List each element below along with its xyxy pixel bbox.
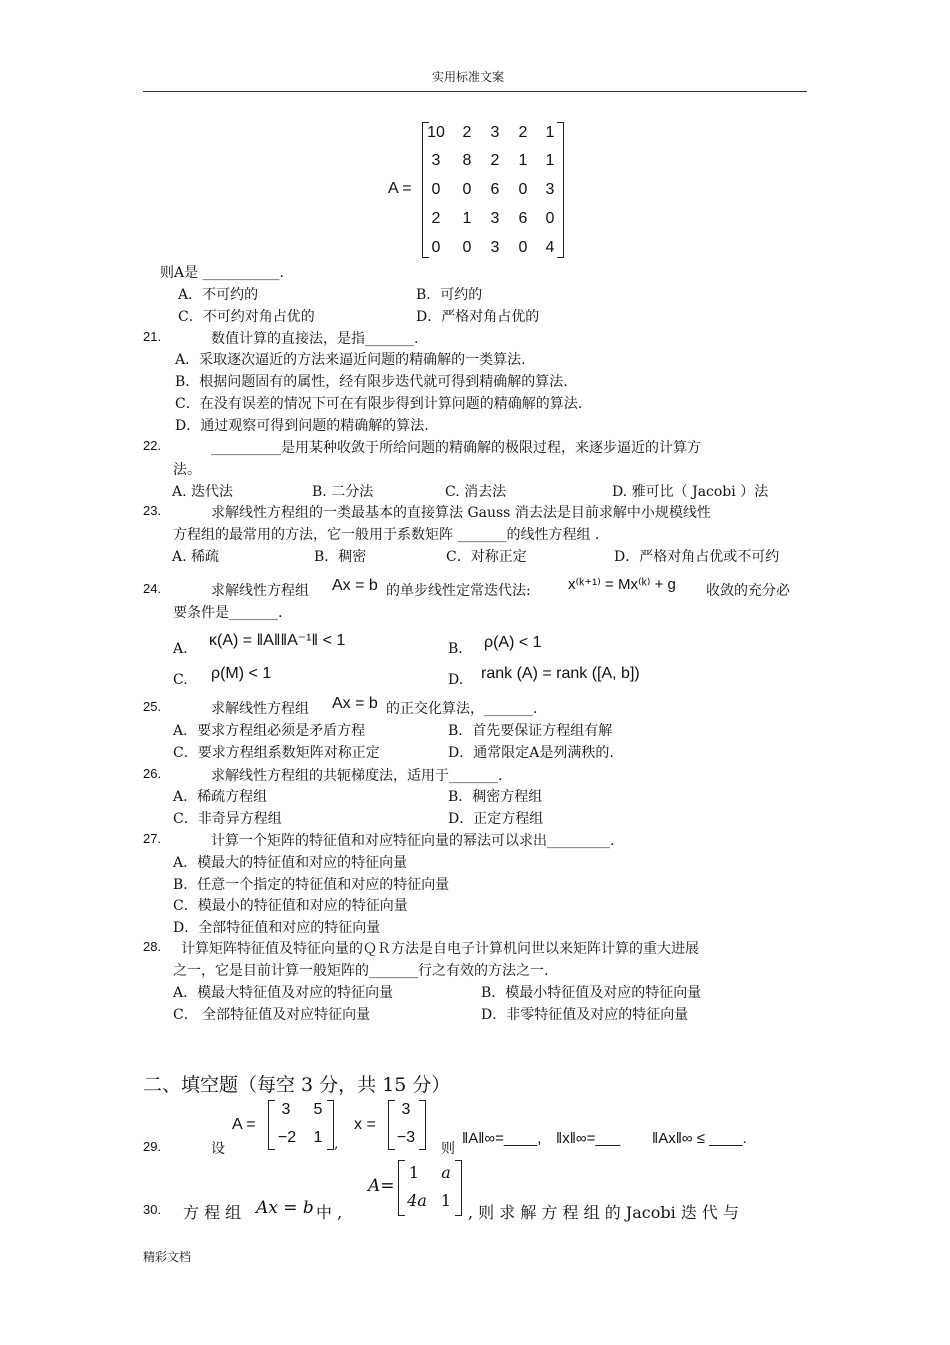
q25-option-c: C．要求方程组系数矩阵对称正定 bbox=[173, 745, 380, 761]
q21-option-b: B．根据问题固有的属性，经有限步迭代就可得到精确解的算法. bbox=[175, 374, 568, 390]
q24-stem-cont: 要条件是_______. bbox=[173, 605, 283, 621]
q29-a21: −2 bbox=[277, 1129, 297, 1146]
q24-option-c-label: C. bbox=[173, 672, 188, 688]
matrix-cell: 0 bbox=[518, 239, 528, 256]
matrix-cell: 3 bbox=[545, 181, 555, 198]
matrix-cell: 4 bbox=[545, 239, 555, 256]
q29-lead: 设 bbox=[211, 1141, 225, 1157]
q25-option-b: B．首先要保证方程组有解 bbox=[448, 723, 613, 739]
q25-option-d: D．通常限定A是列满秩的. bbox=[448, 745, 614, 761]
q30-matrix-label: A= bbox=[368, 1176, 395, 1196]
q28-number: 28. bbox=[143, 939, 162, 954]
q29-number: 29. bbox=[143, 1139, 162, 1154]
matrix-cell: 10 bbox=[427, 124, 445, 141]
q23-option-c: C．对称正定 bbox=[446, 549, 527, 565]
q29-x1: 3 bbox=[401, 1101, 411, 1118]
matrix-cell: 6 bbox=[518, 210, 528, 227]
q27-option-d: D．全部特征值和对应的特征向量 bbox=[173, 920, 381, 936]
page-header: 实用标准文案 bbox=[432, 70, 505, 84]
q24-option-a: κ(A) = ‖A‖‖A⁻¹‖ < 1 bbox=[209, 632, 346, 649]
matrix-cell: 2 bbox=[490, 152, 500, 169]
q24-option-d: rank (A) = rank ([A, b]) bbox=[481, 665, 640, 682]
matrix-cell: 8 bbox=[462, 152, 472, 169]
q28-stem: 计算矩阵特征值及特征向量的ＱＲ方法是自电子计算机问世以来矩阵计算的重大进展 bbox=[181, 941, 699, 957]
q25-option-a: A．要求方程组必须是矛盾方程 bbox=[173, 723, 366, 739]
page-footer: 精彩文档 bbox=[143, 1250, 192, 1264]
q22-number: 22. bbox=[143, 438, 162, 453]
q30-a12: a bbox=[441, 1163, 451, 1182]
q24-option-b: ρ(A) < 1 bbox=[484, 634, 542, 651]
matrix-cell: 0 bbox=[462, 239, 472, 256]
q26-number: 26. bbox=[143, 766, 162, 781]
q29-blank-2: ‖x‖∞=___ bbox=[556, 1130, 621, 1147]
q23-option-a: A. 稀疏 bbox=[172, 549, 220, 565]
q29-matrix-label: A = bbox=[232, 1116, 256, 1133]
q20-option-b: B．可约的 bbox=[416, 287, 483, 303]
q30-text-a: 方 程 组 bbox=[183, 1203, 242, 1222]
q23-number: 23. bbox=[143, 503, 162, 518]
q22-stem: __________是用某种收敛于所给问题的精确解的极限过程，来逐步逼近的计算方 bbox=[211, 440, 701, 456]
q30-equation: Ax = b bbox=[256, 1198, 314, 1218]
q25-stem-b: 的正交化算法，_______. bbox=[386, 701, 538, 717]
q24-option-a-label: A. bbox=[173, 641, 188, 657]
q25-number: 25. bbox=[143, 699, 162, 714]
q28-option-b: B．模最小特征值及对应的特征向量 bbox=[481, 985, 702, 1001]
q25-stem-a: 求解线性方程组 bbox=[211, 701, 309, 717]
matrix-cell: 2 bbox=[431, 210, 441, 227]
q23-stem: 求解线性方程组的一类最基本的直接算法 Gauss 消去法是目前求解中小规模线性 bbox=[211, 505, 711, 521]
q27-option-c: C．模最小的特征值和对应的特征向量 bbox=[173, 898, 408, 914]
q29-blank-3: ‖Ax‖∞ ≤ ____. bbox=[652, 1130, 747, 1147]
q30-text-c: , 则 求 解 方 程 组 的 Jacobi 迭 代 与 bbox=[468, 1203, 739, 1222]
q24-iteration: x⁽ᵏ⁺¹⁾ = Mx⁽ᵏ⁾ + g bbox=[568, 576, 676, 593]
q30-text-b: 中 , bbox=[316, 1203, 343, 1222]
matrix-cell: 3 bbox=[490, 124, 500, 141]
q24-option-c: ρ(M) < 1 bbox=[211, 665, 272, 682]
matrix-cell: 2 bbox=[518, 124, 528, 141]
q26-option-b: B．稠密方程组 bbox=[448, 789, 543, 805]
matrix-label: A = bbox=[388, 180, 412, 197]
q24-stem-c: 收敛的充分必 bbox=[706, 583, 790, 599]
q22-option-c: C. 消去法 bbox=[445, 484, 507, 500]
q27-number: 27. bbox=[143, 831, 162, 846]
q26-option-d: D．正定方程组 bbox=[448, 811, 544, 827]
matrix-cell: 0 bbox=[462, 181, 472, 198]
matrix-cell: 3 bbox=[431, 152, 441, 169]
q23-stem-cont: 方程组的最常用的方法，它一般用于系数矩阵 _______的线性方程组 . bbox=[173, 527, 600, 543]
q26-option-a: A．稀疏方程组 bbox=[173, 789, 268, 805]
q22-option-a: A. 迭代法 bbox=[172, 484, 234, 500]
q21-stem: 数值计算的直接法，是指_______. bbox=[211, 331, 419, 347]
q29-a12: 5 bbox=[313, 1101, 323, 1118]
q23-option-b: B．稠密 bbox=[314, 549, 367, 565]
q20-option-c: C．不可约对角占优的 bbox=[178, 309, 315, 325]
q24-option-d-label: D. bbox=[448, 672, 464, 688]
matrix-cell: 2 bbox=[462, 124, 472, 141]
q20-option-d: D．严格对角占优的 bbox=[416, 309, 540, 325]
matrix-cell: 1 bbox=[462, 210, 472, 227]
matrix-cell: 0 bbox=[545, 210, 555, 227]
q30-a22: 1 bbox=[440, 1191, 452, 1210]
q23-option-d: D．严格对角占优或不可约 bbox=[614, 549, 780, 565]
q28-option-d: D．非零特征值及对应的特征向量 bbox=[481, 1007, 689, 1023]
q29-a22: 1 bbox=[313, 1129, 323, 1146]
matrix-cell: 6 bbox=[490, 181, 500, 198]
q24-equation: Ax = b bbox=[332, 577, 378, 594]
q27-stem: 计算一个矩阵的特征值和对应特征向量的幂法可以求出_________. bbox=[211, 833, 615, 849]
q28-option-a: A．模最大特征值及对应的特征向量 bbox=[173, 985, 394, 1001]
q22-option-b: B. 二分法 bbox=[312, 484, 374, 500]
q29-comma: , bbox=[334, 1136, 339, 1152]
q22-stem-cont: 法。 bbox=[173, 462, 201, 478]
matrix-cell: 0 bbox=[431, 181, 441, 198]
q24-option-b-label: B. bbox=[448, 641, 463, 657]
q29-blank-1: ‖A‖∞=____, bbox=[462, 1130, 542, 1147]
matrix-cell: 1 bbox=[545, 124, 555, 141]
q21-option-d: D．通过观察可得到问题的精确解的算法. bbox=[175, 418, 429, 434]
section-heading: 二、填空题（每空 3 分，共 15 分） bbox=[143, 1074, 451, 1096]
q27-option-b: B．任意一个指定的特征值和对应的特征向量 bbox=[173, 877, 450, 893]
q20-stem: 则A是 ___________. bbox=[160, 265, 285, 281]
q24-number: 24. bbox=[143, 581, 162, 596]
q30-a21: 4a bbox=[407, 1191, 427, 1210]
q21-number: 21. bbox=[143, 329, 162, 344]
q29-x2: −3 bbox=[396, 1129, 416, 1146]
matrix-cell: 0 bbox=[518, 181, 528, 198]
q27-option-a: A．模最大的特征值和对应的特征向量 bbox=[173, 855, 408, 871]
q24-stem-b: 的单步线性定常迭代法: bbox=[386, 583, 531, 599]
q22-option-d: D. 雅可比（ Jacobi ）法 bbox=[612, 484, 769, 500]
q30-number: 30. bbox=[143, 1202, 162, 1217]
matrix-cell: 1 bbox=[518, 152, 528, 169]
q29-vector-label: x = bbox=[354, 1116, 376, 1133]
q28-stem-cont: 之一，它是目前计算一般矩阵的_______行之有效的方法之一. bbox=[173, 963, 549, 979]
q24-stem-a: 求解线性方程组 bbox=[211, 583, 309, 599]
q21-option-a: A．采取逐次逼近的方法来逼近问题的精确解的一类算法. bbox=[175, 352, 526, 368]
matrix-cell: 0 bbox=[431, 239, 441, 256]
matrix-cell: 3 bbox=[490, 239, 500, 256]
q26-stem: 求解线性方程组的共轭梯度法，适用于_______. bbox=[211, 768, 503, 784]
q28-option-c: C． 全部特征值及对应特征向量 bbox=[173, 1007, 371, 1023]
q26-option-c: C．非奇异方程组 bbox=[173, 811, 282, 827]
matrix-cell: 1 bbox=[545, 152, 555, 169]
matrix-cell: 3 bbox=[490, 210, 500, 227]
q29-then: 则 bbox=[441, 1141, 455, 1157]
q30-a11: 1 bbox=[408, 1163, 420, 1182]
q25-equation: Ax = b bbox=[332, 695, 378, 712]
q21-option-c: C．在没有误差的情况下可在有限步得到计算问题的精确解的算法. bbox=[175, 396, 583, 412]
q29-a11: 3 bbox=[281, 1101, 291, 1118]
q20-option-a: A．不可约的 bbox=[178, 287, 259, 303]
header-rule bbox=[143, 91, 807, 92]
